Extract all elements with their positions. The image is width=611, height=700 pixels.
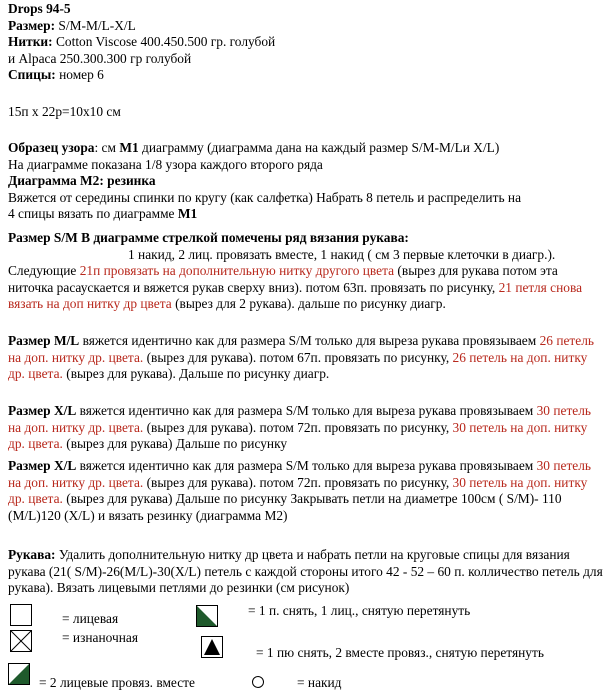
pattern-title: Drops 94-5: [8, 1, 71, 16]
legend-yo: = накид: [297, 675, 342, 690]
size-sm-text: 1 накид, 2 лиц. провязать вместе, 1 накид ( см 3 первые клеточки в диагр.). Следующие 21п провязать на дополнительную нитку другого цвета (вырез для рукава потом эта ниточка расаускается и вяжется рукав сверху вниз). потом 63п. провязать по рисунку, 21 петля снова вязать на доп нитку др цвета (вырез для 2 рукава). дальше по рисунку диагр.: [8, 246, 583, 311]
pattern-line-1: Образец узора: см М1 диаграмму (диаграмма дана на каждый размер S/M-M/Lи X/L): [8, 140, 500, 155]
pattern-line-5: 4 спицы вязать по диаграмме М1: [8, 206, 198, 221]
size-ml-block: Размер M/L вяжется идентично как для размера S/M только для выреза рукава провязываем 26 петель на доп. нитку др. цвета. (вырез для рукава). потом 67п. провязать по рисунку, 26 петель на доп. нитку др. цвета. (вырез для рукава). Дальше по рисунку диагр.: [8, 333, 595, 381]
size-line: Размер: S/M-M/L-X/L: [8, 17, 136, 33]
header-block: [8, 1, 605, 84]
size-xl-block-2: Размер X/L вяжется идентично как для размера S/M только для выреза рукава провязываем 30 петель на доп. нитку др. цвета. (вырез для рукава). потом 72п. провязать по рисунку, 30 петель на доп. нитку др. цвета. (вырез для рукава) Дальше по рисунку Закрывать петли на диаметре 100см ( S/M)- 110 (M/L)120 (X/L) и вязать резинку (диаграмма М2): [8, 458, 592, 523]
size-xl-block-1: Размер X/L вяжется идентично как для размера S/M только для выреза рукава провязываем 30 петель на доп. нитку др. цвета. (вырез для рукава). потом 72п. провязать по рисунку, 30 петель на доп. нитку др. цвета. (вырез для рукава) Дальше по рисунку: [8, 403, 592, 451]
pattern-block: [8, 140, 605, 223]
slip-one-knit-symbol-icon: [196, 605, 218, 627]
size-sm-block: [8, 230, 605, 313]
yarn-line-2: и Alpaca 250.300.300 гр голубой: [8, 50, 192, 66]
purl-stitch-symbol-icon: [10, 630, 32, 652]
pattern-line-4: Вяжется от середины спинки по кругу (как салфетка) Набрать 8 петель и распределить на: [8, 189, 522, 205]
legend-purl: = изнаночная: [62, 630, 138, 645]
knit-stitch-symbol-icon: [10, 604, 32, 626]
legend-knit: = лицевая: [62, 611, 119, 626]
legend-k2tog: = 2 лицевые провяз. вместе: [39, 675, 195, 690]
k2tog-symbol-icon: [8, 663, 30, 685]
size-sm-heading: Размер S/M В диаграмме стрелкой помечены ряд вязания рукава:: [8, 230, 409, 245]
needles-line: Спицы: номер 6: [8, 67, 104, 82]
legend-slip1: = 1 п. снять, 1 лиц., снятую перетянуть: [248, 603, 471, 618]
yarn-line: Нитки: Cotton Viscose 400.450.500 гр. голубой: [8, 34, 276, 49]
m2-heading: Диаграмма М2: резинка: [8, 173, 156, 188]
legend-sk2p: = 1 пю снять, 2 вместе провяз., снятую перетянуть: [256, 645, 544, 660]
sleeves-block: Рукава: Удалить дополнительную нитку др цвета и набрать петли на круговые спицы для вязания рукава (21( S/M)-26(M/L)-30(X/L) петель с каждой стороны итого 42 - 52 – 60 п. колличество петель для рукава). Вязать лицевыми петлями до резинки (см рисунок): [8, 547, 603, 595]
gauge-line: 15п х 22р=10х10 см: [8, 104, 121, 119]
yarn-over-symbol-icon: [251, 675, 265, 689]
sk2p-symbol-icon: [201, 636, 223, 658]
pattern-line-2: На диаграмме показана 1/8 узора каждого второго ряда: [8, 156, 323, 172]
